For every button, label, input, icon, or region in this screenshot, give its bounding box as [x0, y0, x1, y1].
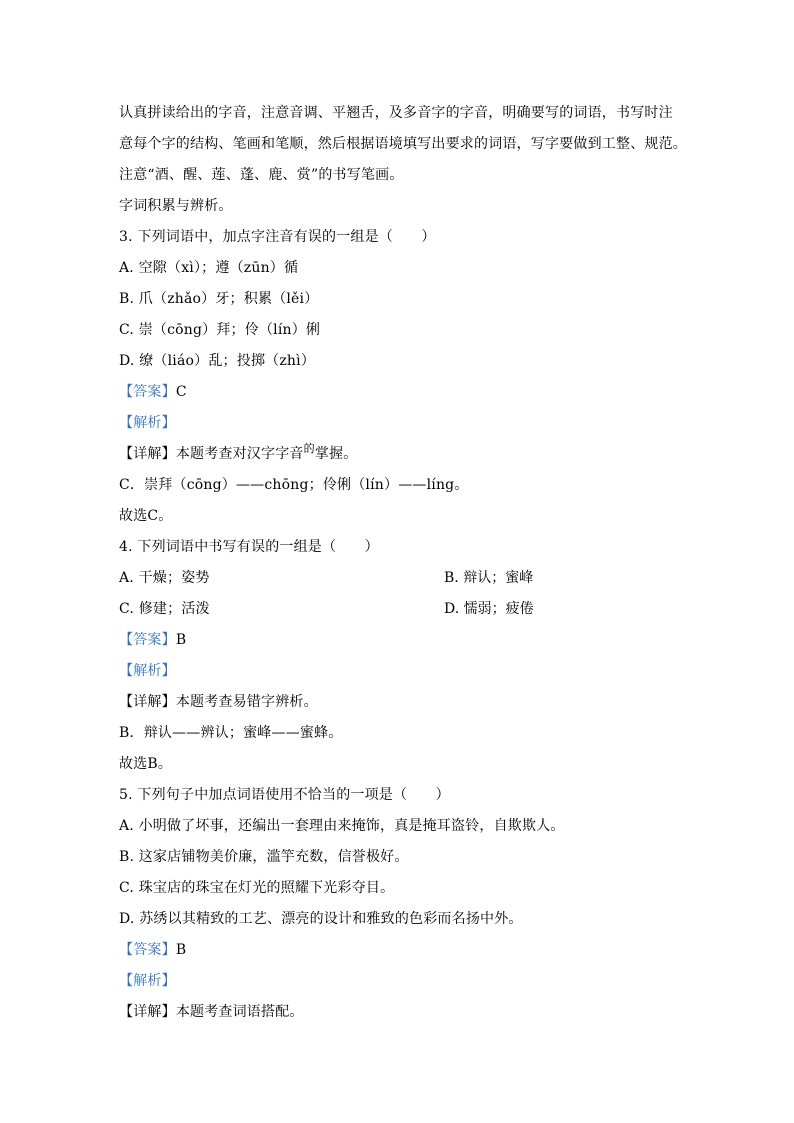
q3-option-d: D. 缭（liáo）乱；投掷（zhì）: [119, 353, 316, 369]
q4-answer-line: [119, 631, 186, 649]
q3-detail-de: 的: [303, 442, 315, 455]
q4-answer-value: B: [175, 632, 187, 648]
q5-analysis-line: [119, 972, 176, 990]
q4-stem: 4. 下列词语中书写有误的一组是（ ）: [119, 539, 379, 555]
q4-option-c: C. 修建；活泼: [119, 601, 210, 617]
q3-detail-line: [119, 442, 358, 464]
q5-detail-line: [119, 1003, 304, 1021]
q3-detail-text: 本题考查对汉字字音: [175, 446, 304, 462]
q4-option-a: A. 干燥；姿势: [119, 570, 210, 586]
intro-line-1: 认真拼读给出的字音，注意音调、平翘舌，及多音字的字音，明确要写的词语，书写时注: [119, 105, 673, 121]
analysis-label: 【解析】: [119, 663, 176, 679]
detail-label: 【详解】: [119, 694, 176, 710]
q3-option-b: B. 爪（zhǎo）牙；积累（lěi）: [119, 291, 319, 307]
analysis-label: 【解析】: [119, 415, 176, 431]
q4-analysis-line: [119, 662, 176, 680]
intro-line-4: 字词积累与辨析。: [119, 198, 233, 214]
intro-line-2: 意每个字的结构、笔画和笔顺，然后根据语境填写出要求的词语，写字要做到工整、规范。: [119, 136, 687, 152]
intro-line-3: 注意“酒、醒、莲、蓬、鹿、赏”的书写笔画。: [119, 167, 404, 183]
q5-option-b: B. 这家店铺物美价廉，滥竽充数，信誉极好。: [119, 849, 409, 865]
q3-answer-value: C: [175, 384, 187, 400]
q3-option-a: A. 空隙（xì）；遵（zūn）循: [119, 260, 299, 276]
answer-label: 【答案】: [119, 384, 176, 400]
q5-stem: 5. 下列句子中加点词语使用不恰当的一项是（ ）: [119, 787, 450, 803]
q3-analysis-line: [119, 414, 176, 432]
q3-answer-line: [119, 383, 187, 401]
q3-stem: 3. 下列词语中，加点字注音有误的一组是（ ）: [119, 229, 436, 245]
answer-label: 【答案】: [119, 942, 176, 958]
detail-label: 【详解】: [119, 1004, 176, 1020]
q5-answer-line: [119, 941, 186, 959]
q5-option-a: A. 小明做了坏事，还编出一套理由来掩饰，真是掩耳盗铃，自欺欺人。: [119, 818, 565, 834]
q3-option-c: C. 崇（cōng）拜；伶（lín）俐: [119, 322, 321, 338]
q4-conclusion: 故选B。: [119, 756, 173, 772]
q4-explain: B．辩认——辨认；蜜峰——蜜蜂。: [119, 725, 343, 741]
q4-option-b: B. 辩认；蜜峰: [444, 570, 534, 586]
q4-detail-text: 本题考查易错字辨析。: [175, 694, 318, 710]
q3-explain: C．崇拜（cōng）——chōng；伶俐（lín）——líng。: [119, 477, 469, 493]
q5-option-c: C. 珠宝店的珠宝在灯光的照耀下光彩夺目。: [119, 880, 395, 896]
q3-conclusion: 故选C。: [119, 508, 173, 524]
analysis-label: 【解析】: [119, 973, 176, 989]
q4-option-d: D. 懦弱；疲倦: [444, 601, 534, 617]
q3-detail-tail: 掌握。: [314, 446, 358, 462]
answer-label: 【答案】: [119, 632, 176, 648]
q4-detail-line: [119, 693, 318, 711]
q5-detail-text: 本题考查词语搭配。: [175, 1004, 304, 1020]
detail-label: 【详解】: [119, 446, 176, 462]
q5-option-d: D. 苏绣以其精致的工艺、漂亮的设计和雅致的色彩而名扬中外。: [119, 911, 523, 927]
q5-answer-value: B: [175, 942, 187, 958]
